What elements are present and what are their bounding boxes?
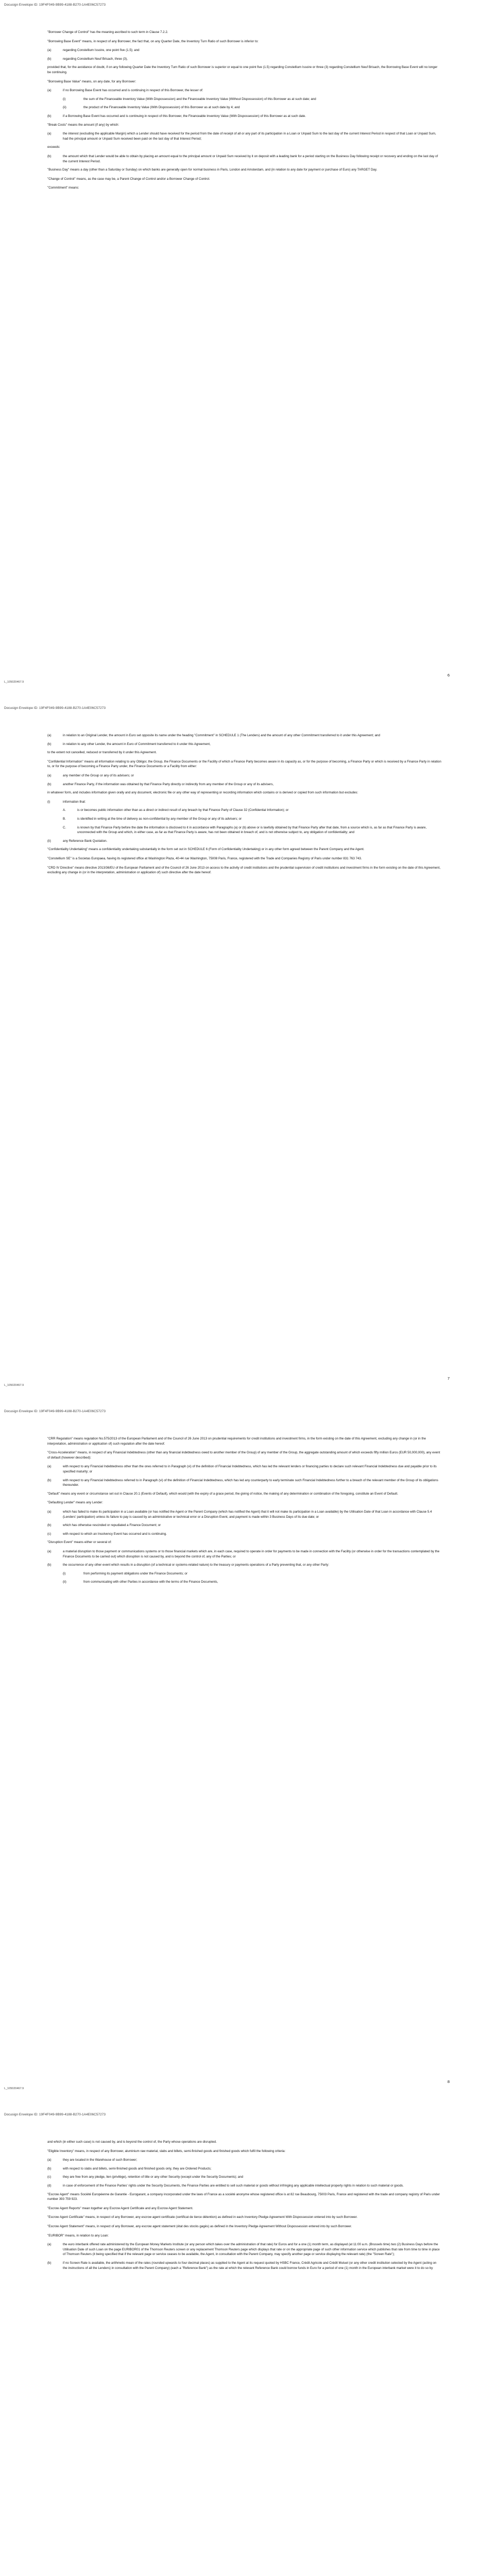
- paragraph: "CRR Regulation" means regulation No.575/2013 of the European Parliament and of the Council of 26 June 2013 on prudential requirements for credit institutions and investment firms, in the form existing on the date of this Agreement, excluding any change in (or in the interpretation, administration or application of) such regulation after the date hereof.: [47, 1437, 426, 1446]
- paragraph: "Confidentiality Undertaking" means a confidentiality undertaking substantially in the form set out in SCHEDULE 6 (Form of Confidentiality Undertaking) or in any other form agreed between the Parent Company and the Agent.: [47, 848, 365, 852]
- list-item: [47, 1510, 441, 1519]
- list-item: [47, 839, 441, 844]
- list-item-text: if a Borrowing Base Event has occurred and is continuing in respect of this Borrower, the Financeable Inventory Value (With Dispossession) of this Borrower as at such date.: [63, 114, 306, 118]
- list-item-label: (ii): [63, 106, 66, 110]
- list-item: [47, 742, 441, 747]
- list-item: [47, 131, 441, 141]
- document-reference: L_105020467.9: [4, 681, 24, 684]
- list-item: [47, 1478, 441, 1488]
- envelope-id-header: Docusign Envelope ID: 19F4F049-9B99-4188-B270-1A4E06C57273: [4, 2113, 106, 2116]
- list-item-label: (a): [47, 89, 52, 93]
- page-body: [47, 1436, 441, 1588]
- list-item: [47, 782, 441, 787]
- list-item-label: (a): [47, 48, 52, 53]
- list-item-label: (b): [47, 114, 52, 118]
- list-item: [47, 1464, 441, 1474]
- list-item: [47, 154, 441, 164]
- paragraph: "Commitment" means:: [47, 186, 79, 190]
- list-item: [47, 57, 441, 62]
- envelope-id-header: Docusign Envelope ID: 19F4F049-9B99-4188-B270-1A4E06C57273: [4, 706, 106, 710]
- list-item-label: (b): [47, 1523, 52, 1528]
- list-item-label: (i): [63, 1571, 66, 1575]
- list-item-text: the amount which that Lender would be able to obtain by placing an amount equal to the principal amount or Unpaid Sum received by it on deposit with a leading bank for a period starting on the Business Day following receipt or recovery and ending on the last day of the current Interest Period.: [63, 154, 438, 163]
- paragraph: "Borrowing Base Value" means, on any date, for any Borrower:: [47, 79, 136, 83]
- list-item: [47, 2261, 441, 2270]
- list-item-label: (a): [47, 1465, 52, 1469]
- list-item-text: which has failed to make its participation in a Loan available (or has notified the Agent or the Parent Company (which has notified the Agent) that it will not make its participation in a Loan available) by the Utilisation Date of that Loan in accordance with Clause 5.4 (Lenders' participation) unless its failure to pay is caused by an administrative or technical error or a Disruption Event, and payment is made within 3 Business Days of its due date; or: [63, 1510, 432, 1519]
- paragraph: "Change of Control" means, as the case may be, a Parent Change of Control and/or a Borrower Change of Control.: [47, 177, 210, 181]
- list-item-text: in relation to an Original Lender, the amount in Euro set opposite its name under the heading "Commitment" in SCHEDULE 1 (The Lenders) and the amount of any other Commitment transferred to it under this Agreement; and: [63, 734, 380, 737]
- list-item-label: (b): [47, 2166, 52, 2171]
- list-item-text: if no Screen Rate is available, the arithmetic mean of the rates (rounded upwards to four decimal places) as supplied to the Agent at its request quoted by HSBC France, Crédit Agricole and Crédit Mutuel (or any other credit institution selected by the Agent (acting on the instructions of all the Lenders) in consultation with the Parent Company) (each a "Reference Bank") as the rate at which the relevant Reference Bank could borrow funds in Euro for a period of one (1) month in the European interbank market were it to do so by: [63, 2261, 437, 2270]
- list-item-label: (b): [47, 1478, 52, 1482]
- paragraph: "Escrow Agent Certificate" means, in respect of any Borrower, any escrow agent certificate (certificat de tierce détention) as defined in each Inventory Pledge Agreement With Dispossession entered into by such Borrower.: [47, 2215, 358, 2219]
- list-item-text: if no Borrowing Base Event has occurred and is continuing in respect of this Borrower, the lesser of:: [63, 89, 203, 93]
- page-body: [47, 30, 441, 195]
- list-item: [63, 105, 441, 110]
- paragraph: "Escrow Agent Reports" mean together any Escrow Agent Certificate and any Escrow Agent Statement.: [47, 2206, 193, 2210]
- paragraph: "Break Costs" means the amount (if any) by which:: [47, 123, 119, 127]
- list-item-text: from communicating with other Parties in accordance with the terms of the Finance Documents,: [83, 1580, 218, 1584]
- list-item-label: (a): [47, 2243, 52, 2247]
- list-item: [47, 1549, 441, 1559]
- page-body: [47, 733, 441, 879]
- list-item-label: (a): [47, 734, 52, 737]
- list-item-text: information that:: [63, 800, 86, 804]
- paragraph: "EURIBOR" means, in relation to any Loan:: [47, 2233, 109, 2238]
- list-item-label: (c): [47, 1532, 52, 1536]
- paragraph: to the extent not cancelled, reduced or transferred by it under this Agreement.: [47, 751, 157, 755]
- list-item: [47, 2158, 441, 2163]
- list-item: [47, 733, 441, 738]
- paragraph: "Borrowing Base Event" means, in respect of any Borrower, the fact that, on any Quarter Date, the Inventory Turn Ratio of such Borrower is inferior to:: [47, 39, 259, 43]
- list-item-label: (d): [47, 2183, 52, 2188]
- list-item-text: a material disruption to those payment or communications systems or to those financial markets which are, in each case, required to operate in order for payments to be made in connection with the Facility (or otherwise in order for the transactions contemplated by the Finance Documents to be carried out) which disruption is not caused by, and is beyond the control of, any of the Parties; or: [63, 1549, 440, 1558]
- list-item: [47, 2183, 441, 2189]
- list-item-text: in relation to any other Lender, the amount in Euro of Commitment transferred to it under this Agreement,: [63, 742, 211, 746]
- paragraph: "Disruption Event" means either or several of:: [47, 1540, 112, 1545]
- list-item-text: any Reference Bank Quotation.: [63, 839, 108, 843]
- list-item-label: (ii): [63, 1580, 66, 1584]
- paragraph: "Eligible Inventory" means, in respect of any Borrower, aluminium raw material, slabs and billets, semi-finished goods and finished goods which fulfil the following criteria:: [47, 2149, 286, 2153]
- list-item-text: with respect to any Financial Indebtedness other than the ones referred to in Paragraph (vi) of the definition of Financial Indebtedness, which has led the relevant lenders or financing parties to declare such relevant Financial Indebtedness due and payable prior to its specified maturity; or: [63, 1465, 437, 1473]
- list-item-label: C.: [63, 825, 66, 829]
- list-item: [47, 114, 441, 119]
- list-item: [63, 1571, 441, 1577]
- page-number: 8: [447, 2079, 450, 2084]
- list-item: [47, 773, 441, 778]
- list-item-label: (a): [47, 132, 52, 136]
- paragraph: "Borrower Change of Control" has the meaning ascribed to such term in Clause 7.2.2.: [47, 30, 168, 34]
- envelope-id-header: Docusign Envelope ID: 19F4F049-9B99-4188-B270-1A4E06C57273: [4, 3, 106, 7]
- document-page: [0, 2110, 497, 2576]
- list-item-text: the interest (excluding the applicable Margin) which a Lender should have received for the period from the date of receipt of all or any part of its participation in a Loan or Unpaid Sum to the last day of the current Interest Period in respect of that Loan or Unpaid Sum, had the principal amount or Unpaid Sum received been paid on the last day of that Interest Period;: [63, 132, 436, 141]
- list-item-text: regarding Constellium Issoire, one point five (1.5); and: [63, 48, 140, 53]
- paragraph: in whatever form, and includes information given orally and any document, electronic file or any other way of representing or recording information which contains or is derived or copied from such information but excludes:: [47, 791, 358, 795]
- list-item-label: A.: [63, 808, 66, 812]
- envelope-id-header: Docusign Envelope ID: 19F4F049-9B99-4188-B270-1A4E06C57273: [4, 1410, 106, 1413]
- document-page: [0, 703, 497, 1406]
- list-item-text: with respect to any Financial Indebtedness referred to in Paragraph (vi) of the definition of Financial Indebtedness, which has led any counterparty to early terminate such Financial Indebtedness further to a breach of the relevant member of the Group of its obligations thereunder.: [63, 1478, 438, 1487]
- list-item: [47, 1563, 441, 1568]
- list-item: [47, 48, 441, 53]
- list-item-label: (ii): [47, 839, 51, 843]
- list-item-label: (a): [47, 1510, 52, 1514]
- document-reference: L_105020467.9: [4, 2087, 24, 2090]
- list-item: [63, 1580, 441, 1585]
- list-item-text: any member of the Group or any of its advisers; or: [63, 773, 134, 777]
- list-item-label: (a): [47, 2158, 52, 2162]
- list-item-text: the occurrence of any other event which results in a disruption (of a technical or systems-related nature) to the treasury or payments operations of a Party preventing that, or any other Party:: [63, 1563, 329, 1567]
- list-item-text: another Finance Party, if the information was obtained by that Finance Party directly or indirectly from any member of the Group or any of its advisers,: [63, 782, 274, 786]
- paragraph: exceeds:: [47, 145, 60, 149]
- list-item-label: (b): [47, 782, 52, 786]
- list-item: [63, 825, 441, 835]
- list-item-text: with respect to slabs and billets, semi-finished goods and finished goods only, they are Ordered Products;: [63, 2166, 212, 2171]
- page-number: 7: [447, 1376, 450, 1381]
- paragraph: "Default" means any event or circumstance set out in Clause 20.1 (Events of Default), which would (with the expiry of a grace period, the giving of notice, the making of any determination or combination of the foregoing, constitute an Event of Default.: [47, 1492, 398, 1496]
- list-item: [63, 97, 441, 102]
- paragraph: "Business Day" means a day (other than a Saturday or Sunday) on which banks are generally open for normal business in Paris, London and Amsterdam, and (in relation to any date for payment or purchase of Euro) any TARGET Day.: [47, 168, 378, 172]
- list-item-text: in case of enforcement of the Finance Parties' rights under the Security Documents, the Finance Parties are entitled to sell such material or goods without infringing any applicable intellectual property rights in relation to such material or goods.: [63, 2183, 404, 2188]
- list-item-label: (b): [47, 1563, 52, 1567]
- document-page: [0, 0, 497, 703]
- list-item-label: B.: [63, 817, 66, 821]
- document-page: [0, 1406, 497, 2110]
- list-item: [47, 1523, 441, 1528]
- list-item-text: is identified in writing at the time of delivery as non-confidential by any member of the Group or any of its advisers; or: [77, 817, 242, 821]
- list-item-text: they are located in the Warehouse of such Borrower;: [63, 2158, 138, 2162]
- paragraph: "Confidential Information" means all information relating to any Obligor, the Group, the Finance Documents or the Facility of which a Finance Party becomes aware in its capacity as, or for the purpose of becoming, a Finance Party or which is received by a Finance Party in relation to, or for the purpose of becoming a Finance Party under, the Finance Documents or a Facility from either:: [47, 759, 441, 769]
- paragraph: and which (in either such case) is not caused by, and is beyond the control of, the Party whose operations are disrupted.: [47, 2140, 217, 2144]
- list-item-label: (a): [47, 1549, 52, 1553]
- list-item: [47, 88, 441, 93]
- list-item-text: is or becomes public information other than as a direct or indirect result of any breach by that Finance Party of Clause 32 (Confidential Information); or: [77, 808, 289, 812]
- list-item-label: (i): [63, 97, 66, 101]
- paragraph: "Defaulting Lender" means any Lender:: [47, 1501, 103, 1505]
- list-item-text: they are free from any pledge, lien (privilège), retention of title or any other Security (except under the Security Documents); and: [63, 2175, 244, 2179]
- page-body: [47, 2140, 441, 2274]
- list-item: [47, 2242, 441, 2257]
- document-reference: L_105020467.9: [4, 1384, 24, 1387]
- list-item-label: (b): [47, 154, 52, 158]
- list-item: [47, 1532, 441, 1537]
- list-item-label: (c): [47, 2175, 52, 2179]
- page-number: 6: [447, 673, 450, 677]
- list-item-label: (b): [47, 57, 52, 61]
- list-item-text: regarding Constellium Neuf Brisach, three (3),: [63, 57, 128, 61]
- list-item-label: (a): [47, 773, 52, 777]
- list-item: [47, 2175, 441, 2180]
- paragraph: "Cross-Acceleration" means, in respect of any Financial Indebtedness (other than any financial indebtedness owed to another member of the Group) of any member of the Group, the aggregate outstanding amount of which exceeds fifty million Euros (EUR 50,000,000), any event of default (however described):: [47, 1451, 440, 1460]
- list-item: [63, 808, 441, 813]
- list-item-label: (b): [47, 2261, 52, 2265]
- list-item-text: which has otherwise rescinded or repudiated a Finance Document; or: [63, 1523, 161, 1528]
- list-item: [47, 800, 441, 805]
- list-item-text: from performing its payment obligations under the Finance Documents; or: [83, 1571, 187, 1575]
- paragraph: "Escrow Agent Statement" means, in respect of any Borrower, any escrow agent statement (état des stocks gagés) as defined in the Inventory Pledge Agreement Without Dispossession entered into by such Borrower.: [47, 2224, 352, 2228]
- list-item-label: (b): [47, 742, 52, 746]
- list-item-text: with respect to which an Insolvency Event has occurred and is continuing.: [63, 1532, 167, 1536]
- list-item-text: is known by that Finance Party before the date the information is disclosed to it in accordance with Paragraphs (a) or (b) above or is lawfully obtained by that Finance Party after that date, from a source which is, as far as that Finance Party is aware, unconnected with the Group and which, in either case, as far as that Finance Party is aware, has not been obtained in breach of, and is not otherwise subject to, any obligation of confidentiality; and: [77, 825, 427, 835]
- paragraph: "CRD IV Directive" means directive 2013/36/EU of the European Parliament and of the Council of 26 June 2013 on access to the activity of credit institutions and the prudential supervision of credit institutions and investment firms in the form existing on the date of this Agreement, excluding any change in (or in the interpretation, administration or application of) such directive after the date hereof.: [47, 866, 441, 875]
- list-item-text: the sum of the Financeable Inventory Value (With Dispossession) and the Financeable Inventory Value (Without Dispossession) of this Borrower as at such date; and: [83, 97, 316, 101]
- list-item: [63, 817, 441, 822]
- list-item-label: (i): [47, 800, 50, 804]
- paragraph: "Constellium SE" is a Societas Europaea, having its registered office at Washington Plaza, 40-44 rue Washington, 75008 Paris, France, registered with the Trade and Companies Registry of Paris under number 831 763 743.: [47, 856, 362, 860]
- list-item-text: the product of the Financeable Inventory Value (With Dispossession) of this Borrower as at such date by 4; and: [83, 106, 240, 110]
- paragraph: "Escrow Agent" means Société Européenne de Garantie - Eurogarant, a company incorporated under the laws of France as a société anonyme whose registered office is at 82 rue Beaubourg, 75003 Paris, France and registered with the trade and company registry of Paris under number 393 759 923.: [47, 2192, 440, 2201]
- list-item-text: the euro interbank offered rate administered by the European Money Markets Institute (or any person which takes over the administration of that rate) for Euros and for a one (1) month term, as displayed (at 11:00 a.m. (Brussels time) two (2) Business Days before the Utilisation Date of such Loan on the page EURIBOR01 of the Thomson Reuters screen or any replacement Thomson Reuters page which displays that rate or on the appropriate page of such other information service which publishes that rate from time to time in place of Thomson Reuters (it being specified that if the relevant page or service ceases to be available, the Agent, in consultation with the Parent Company, may specify another page or service displaying the relevant rate) (the "Screen Rate");: [63, 2243, 440, 2257]
- list-item: [47, 2166, 441, 2172]
- paragraph: provided that, for the avoidance of doubt, if on any following Quarter Date the Inventory Turn Ratio of such Borrower is superior or equal to one point five (1.5) regarding Constellium Issoire or three (3) regarding Constellium Neuf Brisach, the Borrowing Base Event will no longer be continuing.: [47, 65, 438, 74]
